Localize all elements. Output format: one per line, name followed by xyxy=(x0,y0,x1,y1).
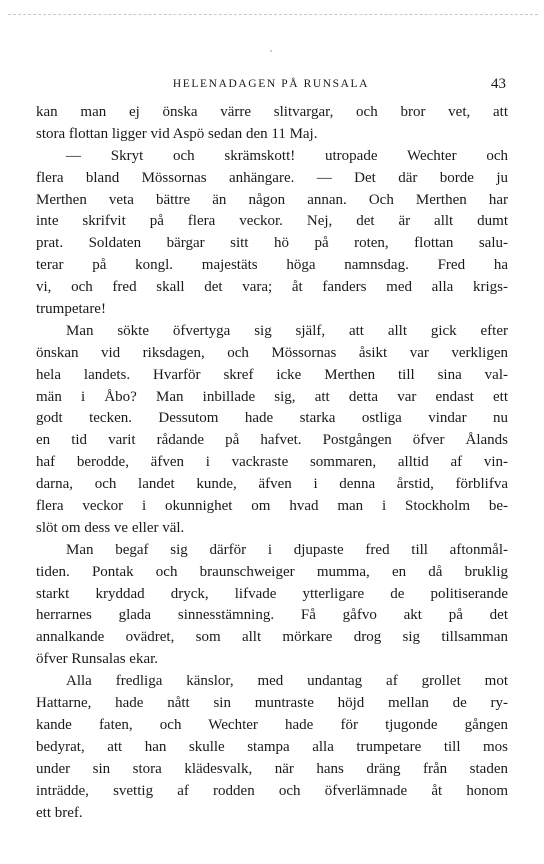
text-line: en tid varit rådande på hafvet. Postgången öfver Ålands xyxy=(36,432,508,449)
scan-edge-line xyxy=(8,14,538,15)
text-line: herrarnes glada sinnesstämning. Få gåfvo akt på det xyxy=(36,607,508,624)
text-line: ett bref. xyxy=(36,804,83,821)
text-line: män i Åbo? Man inbillade sig, att detta var endast ett xyxy=(36,388,508,405)
text-line: slöt om dess ve eller väl. xyxy=(36,519,185,536)
text-line: inte skrifvit på flera veckor. Nej, det är allt dumt xyxy=(36,213,508,230)
text-line: tiden. Pontak och braunschweiger mumma, en då bruklig xyxy=(36,563,508,580)
text-line: annalkande ovädret, som allt mörkare drog sig tillsamman xyxy=(36,629,508,646)
text-line: hela landets. Hvarför skref icke Merthen till sina val- xyxy=(36,366,508,383)
text-line: vi, och fred skall det vara; åt fanders med alla krigs- xyxy=(36,279,508,296)
page-number: 43 xyxy=(491,76,506,92)
text-line: darna, och landet kunde, äfven i denna årstid, förblifva xyxy=(36,476,508,493)
running-title: HELENADAGEN PÅ RUNSALA xyxy=(172,78,370,90)
text-line: haf berodde, äfven i vackraste sommaren, alltid af vin- xyxy=(36,454,508,471)
text-line: stora flottan ligger vid Aspö sedan den 11 Maj. xyxy=(36,125,318,142)
running-head xyxy=(36,76,506,96)
text-line: — Skryt och skrämskott! utropade Wechter och xyxy=(66,147,508,164)
text-line: flera veckor i okunnighet om hvad man i Stockholm be- xyxy=(36,498,508,515)
text-line: inträdde, svettig af rodden och öfverlämnade åt honom xyxy=(36,782,508,799)
text-line: Merthen veta bättre än någon annan. Och Merthen har xyxy=(36,191,508,208)
text-line: Man sökte öfvertyga sig själf, att allt gick efter xyxy=(66,322,508,339)
text-line: Alla fredliga känslor, med undantag af grollet mot xyxy=(66,673,508,690)
print-speck xyxy=(270,50,272,52)
text-line: trumpetare! xyxy=(36,301,106,318)
text-line: öfver Runsalas ekar. xyxy=(36,651,159,668)
text-line: önskan vid riksdagen, och Mössornas åsikt var verkligen xyxy=(36,344,508,361)
text-line: kan man ej önska värre slitvargar, och bror vet, att xyxy=(36,104,508,120)
text-line: starkt kryddad dryck, lifvade ytterligare de politiserande xyxy=(36,585,508,602)
text-line: Man begaf sig därför i djupaste fred till aftonmål- xyxy=(66,541,508,558)
text-line: prat. Soldaten bärgar sitt hö på roten, flottan salu- xyxy=(36,235,508,252)
body-text xyxy=(36,102,508,824)
text-line: flera bland Mössornas anhängare. — Det där borde ju xyxy=(36,169,508,186)
text-line: kande faten, och Wechter hade för tjugonde gången xyxy=(36,716,508,733)
text-line: terar på kongl. majestäts höga namnsdag. Fred ha xyxy=(36,257,508,274)
text-line: bedyrat, att han skulle stampa alla trumpetare till mos xyxy=(36,738,508,755)
text-line: under sin stora klädesvalk, när hans dräng från staden xyxy=(36,760,508,777)
text-line: godt tecken. Dessutom hade starka ostliga vindar nu xyxy=(36,410,508,427)
text-line: Hattarne, hade nått sin muntraste höjd mellan de ry- xyxy=(36,695,508,712)
